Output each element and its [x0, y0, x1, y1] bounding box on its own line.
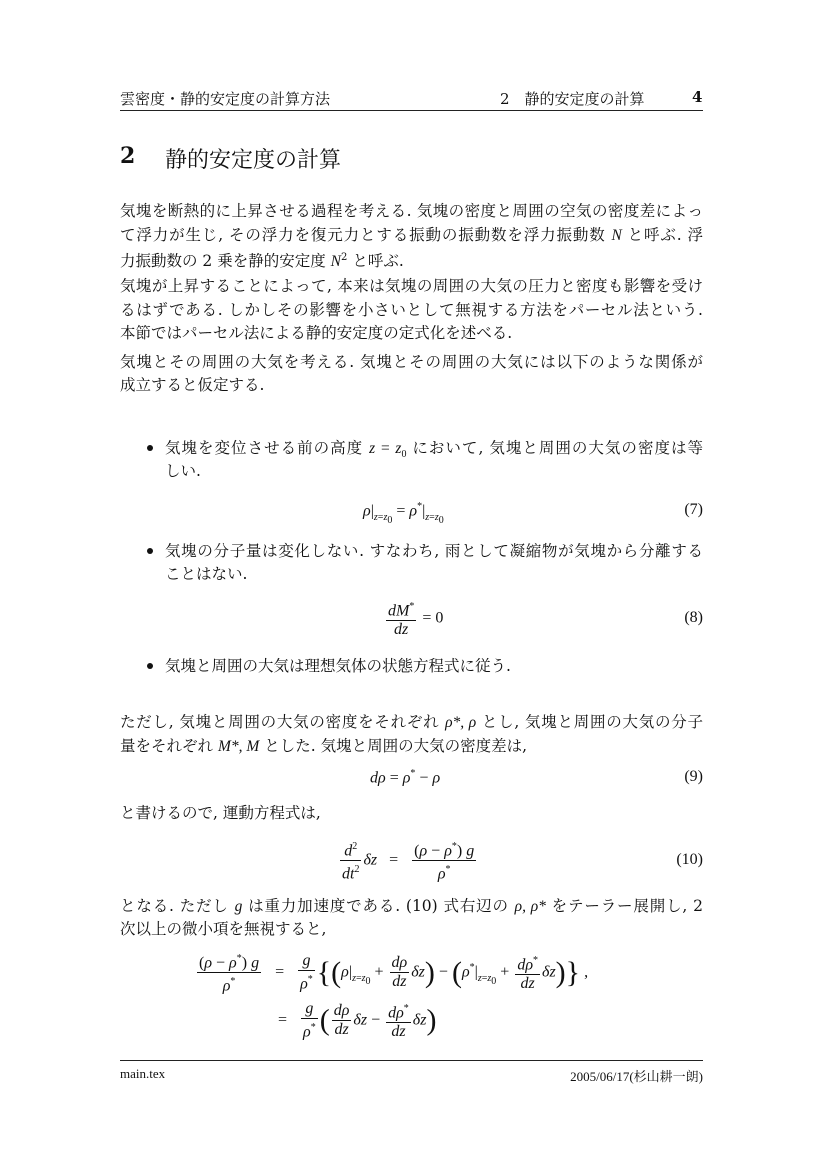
equation-9: dρ = ρ* − ρ	[370, 768, 441, 787]
running-header-section: 2 静的安定度の計算	[500, 90, 645, 108]
list-item: 気塊の分子量は変化しない. すなわち, 雨として凝縮物が気塊から分離する	[165, 542, 703, 560]
equation-number: (9)	[684, 768, 703, 785]
header-rule	[120, 110, 703, 111]
math-N: N	[330, 253, 341, 271]
text: 力振動数の 2 乗を静的安定度	[120, 252, 326, 271]
math-N: N	[611, 227, 622, 244]
equation-8: $\frac{dM^*}{dz}$ = 0	[384, 598, 443, 639]
math-exp: 2	[341, 252, 348, 263]
equation-7: $\rho|_{z=z_0} = \rho^*|_{z=z_0}$	[363, 501, 444, 526]
text: 量をそれぞれ	[120, 737, 214, 755]
math-rho: ρ*, ρ	[445, 714, 477, 731]
page-number: 4	[692, 88, 703, 106]
text-line: しい.	[165, 462, 201, 480]
section-number: 2	[120, 143, 136, 169]
list-item: 気塊と周囲の大気は理想気体の状態方程式に従う.	[165, 657, 511, 675]
equation-number: (7)	[684, 501, 703, 518]
text: ただし, 気塊と周囲の大気の密度をそれぞれ	[120, 713, 440, 731]
bullet-icon	[147, 445, 153, 451]
math-g: g	[234, 898, 243, 915]
text: と呼ぶ.	[352, 252, 404, 271]
equation-10: $\frac{d^2}{dt^2}$ δz = $\frac{(\rho - \rho^*) g}{\rho^*}$	[338, 838, 478, 884]
text-line	[120, 225, 703, 246]
text: とし, 気塊と周囲の大気の分子	[481, 713, 704, 731]
math-sub: 0	[401, 449, 407, 461]
text: において, 気塊と周囲の大気の密度は等	[412, 439, 703, 457]
math-z: z = z	[369, 440, 402, 457]
text-line: 本節ではパーセル法による静的安定度の定式化を述べる.	[120, 324, 513, 342]
text-line	[120, 248, 703, 272]
text-line: ことはない.	[165, 565, 248, 583]
footer-date-author: 2005/06/17(杉山耕一朗)	[570, 1069, 703, 1084]
section-title: 静的安定度の計算	[165, 148, 342, 173]
text-line: 成立すると仮定する.	[120, 376, 265, 394]
text-line: るはずである. しかしその影響を小さいとして無視する方法をパーセル法という.	[120, 301, 703, 319]
text-line: 気塊が上昇することによって, 本来は気塊の周囲の大気の圧力と密度も影響を受け	[120, 277, 703, 295]
text: て浮力が生じ, その浮力を復元力とする振動の振動数を浮力振動数	[120, 226, 606, 244]
text: は重力加速度である. (10) 式右辺の	[248, 897, 509, 915]
footer-rule	[120, 1060, 703, 1061]
text: をテーラー展開し, 2	[551, 897, 703, 915]
text-line: 気塊を断熱的に上昇させる過程を考える. 気塊の密度と周囲の空気の密度差によっ	[120, 202, 703, 220]
text-line: 気塊とその周囲の大気を考える. 気塊とその周囲の大気には以下のような関係が	[120, 353, 703, 371]
equation-expansion-line2: = $\frac{g}{\rho^*}$ ( $\frac{d\rho}{dz}$ δz − $\frac{d\rho^*}{dz}$ δz)	[278, 1000, 437, 1041]
footer-filename: main.tex	[120, 1066, 166, 1081]
text: となる. ただし	[120, 897, 229, 915]
text-line: 次以上の微小項を無視すると,	[120, 920, 327, 938]
text-line: と書けるので, 運動方程式は,	[120, 804, 321, 822]
math-M: M*, M	[217, 738, 260, 755]
equation-number: (10)	[676, 851, 703, 868]
equation-expansion-line1: $\frac{(\rho - \rho^*) g}{\rho^*}$ = $\frac{g}{\rho^*}$ {($\rho|_{z=z_0}$ + $\frac{d\rho}{dz}$ $\delta z) - (\rho^*|_{z=z_0}$ + $\frac{d\rho^*}{dz}$ δz)} ,	[195, 950, 588, 996]
equation-number: (8)	[684, 609, 703, 626]
running-header-title: 雲密度・静的安定度の計算方法	[120, 90, 331, 108]
math-rho: ρ, ρ*	[514, 898, 546, 915]
text-line	[120, 736, 703, 757]
text-line	[120, 896, 703, 917]
text: 気塊を変位させる前の高度	[165, 439, 364, 457]
text: と呼ぶ. 浮	[627, 226, 704, 244]
bullet-icon	[147, 548, 153, 554]
bullet-icon	[147, 663, 153, 669]
text: とした. 気塊と周囲の大気の密度差は,	[264, 737, 528, 755]
text-line	[120, 712, 703, 733]
